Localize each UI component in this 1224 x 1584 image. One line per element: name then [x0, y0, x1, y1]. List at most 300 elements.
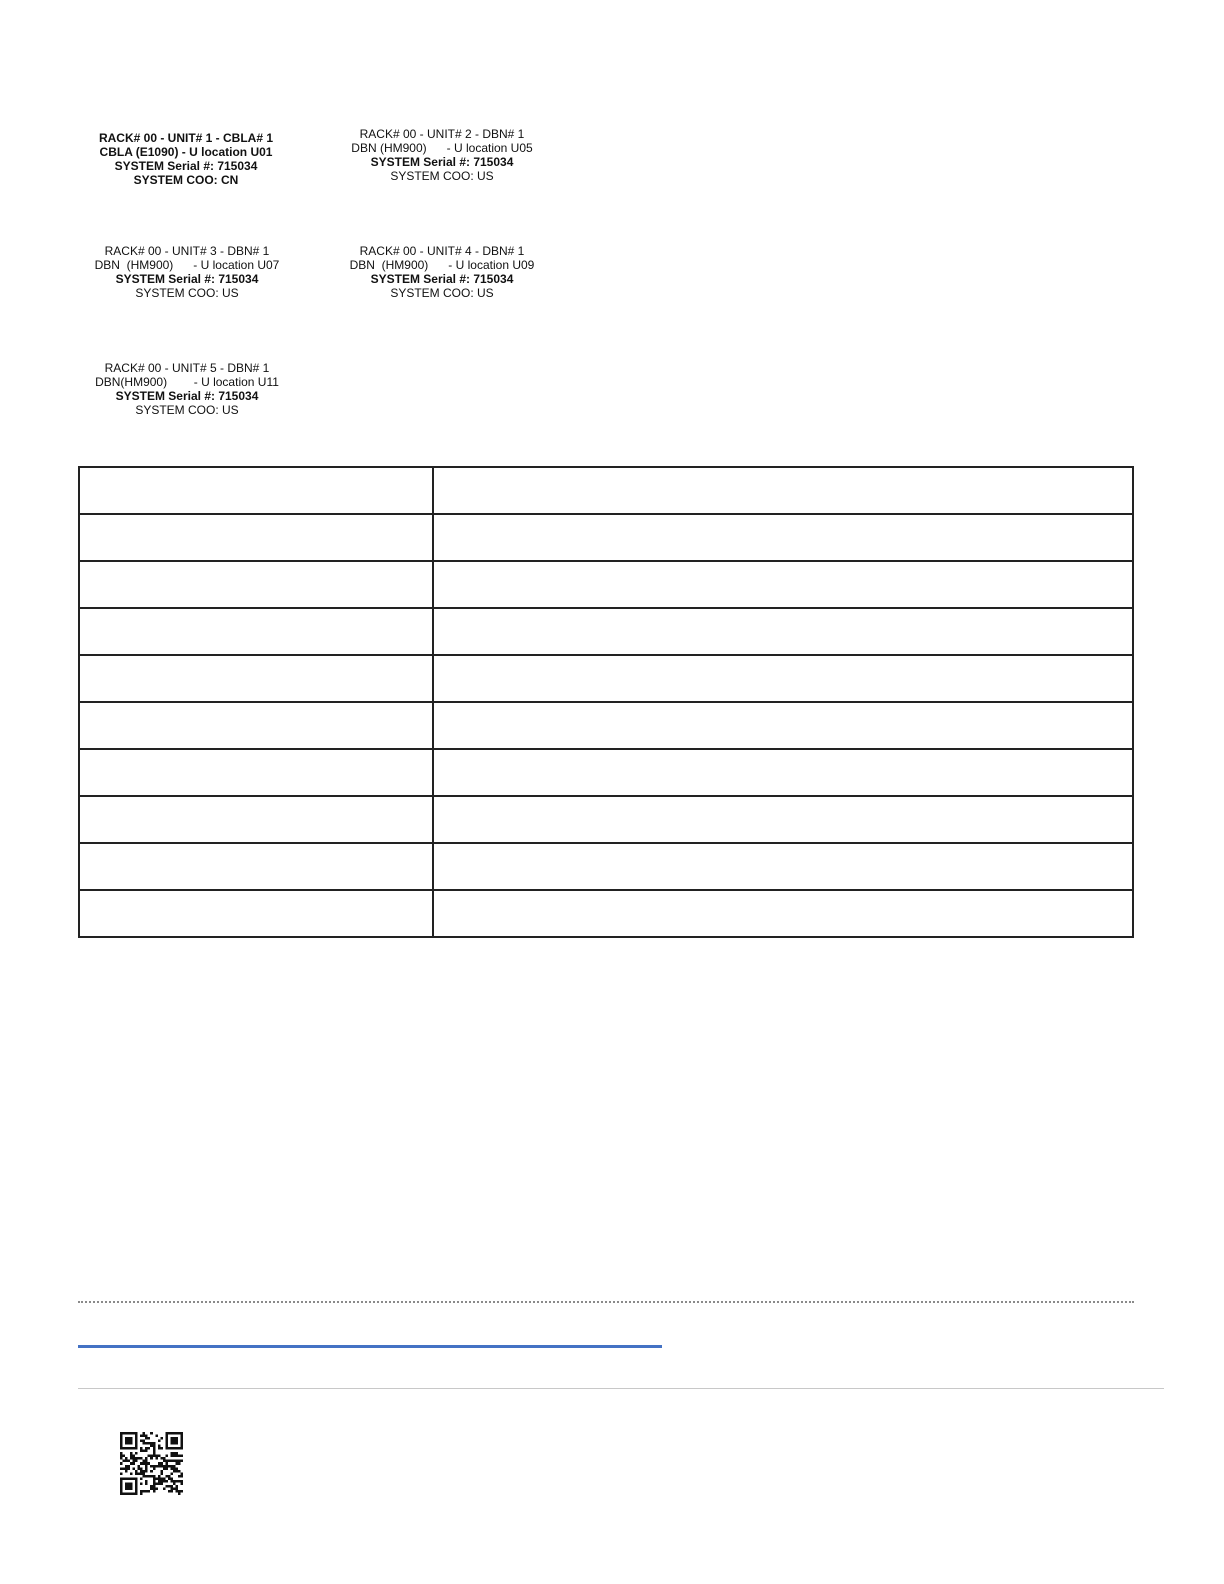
qr-module — [175, 1487, 178, 1490]
table-cell-value — [433, 702, 1133, 749]
qr-module — [165, 1455, 168, 1458]
footer-divider — [78, 1388, 1164, 1389]
qr-module — [170, 1447, 173, 1450]
qr-module — [158, 1480, 161, 1483]
qr-module — [163, 1487, 166, 1490]
qr-module — [170, 1432, 173, 1435]
qr-module — [145, 1462, 148, 1465]
qr-module — [150, 1475, 153, 1478]
qr-module — [140, 1472, 143, 1475]
qr-module — [140, 1492, 143, 1495]
qr-module — [173, 1432, 176, 1435]
table-row — [79, 467, 1133, 514]
qr-module — [130, 1437, 133, 1440]
table-cell-label — [79, 561, 433, 608]
table-cell-label — [79, 608, 433, 655]
qr-module — [153, 1447, 156, 1450]
qr-module — [128, 1447, 131, 1450]
qr-module — [155, 1477, 158, 1480]
rack-label-unit-5 — [62, 361, 312, 417]
label-line-4: SYSTEM COO: US — [135, 403, 239, 417]
qr-module — [178, 1462, 181, 1465]
label-line-2: DBN(HM900) - U location U11 — [95, 375, 279, 389]
qr-module — [133, 1447, 136, 1450]
qr-module — [128, 1477, 131, 1480]
qr-module — [125, 1457, 128, 1460]
qr-module — [140, 1450, 143, 1453]
table-cell-value — [433, 796, 1133, 843]
qr-module — [148, 1442, 151, 1445]
label-line-1: RACK# 00 - UNIT# 4 - DBN# 1 — [359, 244, 525, 258]
qr-module — [170, 1455, 173, 1458]
qr-module — [125, 1442, 128, 1445]
qr-module — [168, 1460, 171, 1463]
qr-module — [173, 1440, 176, 1443]
qr-module — [143, 1472, 146, 1475]
qr-module — [128, 1485, 131, 1488]
qr-module — [120, 1437, 123, 1440]
qr-module — [145, 1490, 148, 1493]
qr-module — [145, 1467, 148, 1470]
qr-module — [173, 1442, 176, 1445]
qr-module — [155, 1487, 158, 1490]
qr-module — [128, 1492, 131, 1495]
qr-module — [173, 1482, 176, 1485]
qr-module — [145, 1465, 148, 1468]
qr-module — [150, 1465, 153, 1468]
qr-module — [153, 1485, 156, 1488]
qr-module — [178, 1492, 181, 1495]
qr-module — [178, 1460, 181, 1463]
qr-module — [153, 1482, 156, 1485]
qr-module — [163, 1460, 166, 1463]
qr-module — [143, 1470, 146, 1473]
qr-module — [128, 1487, 131, 1490]
qr-module — [120, 1447, 123, 1450]
qr-module — [120, 1457, 123, 1460]
rack-label-unit-4 — [317, 244, 567, 300]
table-cell-label — [79, 702, 433, 749]
qr-module — [155, 1457, 158, 1460]
qr-module — [180, 1475, 183, 1478]
qr-module — [120, 1455, 123, 1458]
qr-module — [148, 1447, 151, 1450]
qr-module — [138, 1457, 141, 1460]
qr-module — [158, 1475, 161, 1478]
qr-module — [173, 1447, 176, 1450]
rack-label-unit-2 — [317, 127, 567, 183]
qr-module — [165, 1475, 168, 1478]
qr-module — [135, 1447, 138, 1450]
qr-module — [175, 1467, 178, 1470]
qr-module — [153, 1465, 156, 1468]
qr-module — [173, 1480, 176, 1483]
qr-module — [178, 1447, 181, 1450]
qr-module — [158, 1465, 161, 1468]
dotted-divider — [78, 1301, 1134, 1303]
qr-module — [135, 1432, 138, 1435]
qr-module — [178, 1455, 181, 1458]
qr-module — [158, 1445, 161, 1448]
qr-module — [120, 1477, 123, 1480]
qr-module — [135, 1470, 138, 1473]
qr-module — [140, 1447, 143, 1450]
qr-module — [135, 1445, 138, 1448]
table-cell-value — [433, 467, 1133, 514]
qr-module — [165, 1442, 168, 1445]
qr-module — [160, 1462, 163, 1465]
table-cell-label — [79, 655, 433, 702]
qr-module — [160, 1437, 163, 1440]
qr-module — [120, 1462, 123, 1465]
table-row — [79, 655, 1133, 702]
label-line-3: SYSTEM Serial #: 715034 — [115, 389, 259, 403]
qr-module — [120, 1445, 123, 1448]
table-cell-label — [79, 796, 433, 843]
qr-module — [170, 1460, 173, 1463]
qr-module — [145, 1457, 148, 1460]
qr-module — [165, 1447, 168, 1450]
qr-module — [148, 1490, 151, 1493]
qr-module — [120, 1467, 123, 1470]
table-cell-value — [433, 843, 1133, 890]
qr-module — [125, 1470, 128, 1473]
qr-module — [150, 1455, 153, 1458]
qr-module — [130, 1492, 133, 1495]
qr-module — [120, 1492, 123, 1495]
qr-module — [148, 1455, 151, 1458]
qr-module — [165, 1480, 168, 1483]
qr-module — [130, 1487, 133, 1490]
qr-module — [145, 1442, 148, 1445]
qr-module — [120, 1452, 123, 1455]
qr-module — [123, 1455, 126, 1458]
qr-module — [133, 1467, 136, 1470]
qr-module — [145, 1460, 148, 1463]
qr-module — [160, 1480, 163, 1483]
qr-module — [135, 1472, 138, 1475]
qr-module — [135, 1480, 138, 1483]
label-line-1: RACK# 00 - UNIT# 5 - DBN# 1 — [104, 361, 270, 375]
qr-module — [130, 1447, 133, 1450]
qr-module — [173, 1470, 176, 1473]
qr-module — [153, 1480, 156, 1483]
label-line-3: SYSTEM Serial #: 715034 — [370, 155, 514, 169]
table-row — [79, 608, 1133, 655]
qr-module — [133, 1477, 136, 1480]
qr-module — [130, 1472, 133, 1475]
qr-module — [173, 1455, 176, 1458]
qr-module — [150, 1470, 153, 1473]
label-line-2: DBN (HM900) - U location U07 — [94, 258, 280, 272]
qr-module — [158, 1440, 161, 1443]
qr-module — [180, 1482, 183, 1485]
table-cell-label — [79, 514, 433, 561]
qr-module — [160, 1472, 163, 1475]
qr-module — [175, 1455, 178, 1458]
qr-module — [128, 1432, 131, 1435]
qr-module — [163, 1457, 166, 1460]
qr-module — [150, 1432, 153, 1435]
qr-module — [120, 1482, 123, 1485]
qr-module — [130, 1482, 133, 1485]
qr-module — [120, 1490, 123, 1493]
qr-module — [153, 1455, 156, 1458]
label-line-4: SYSTEM COO: US — [390, 286, 494, 300]
table-cell-value — [433, 561, 1133, 608]
qr-module — [155, 1465, 158, 1468]
qr-module — [165, 1467, 168, 1470]
qr-module — [140, 1462, 143, 1465]
qr-module — [125, 1437, 128, 1440]
qr-module — [150, 1442, 153, 1445]
qr-module — [170, 1490, 173, 1493]
qr-module — [123, 1467, 126, 1470]
label-line-4: SYSTEM COO: CN — [133, 173, 239, 187]
qr-module — [140, 1440, 143, 1443]
qr-module — [133, 1457, 136, 1460]
qr-module — [178, 1470, 181, 1473]
qr-module — [130, 1452, 133, 1455]
qr-module — [158, 1447, 161, 1450]
qr-module — [128, 1440, 131, 1443]
blank-form-table-body — [79, 467, 1133, 937]
table-cell-value — [433, 655, 1133, 702]
qr-module — [138, 1465, 141, 1468]
qr-module — [165, 1440, 168, 1443]
qr-module — [128, 1460, 131, 1463]
qr-module — [160, 1470, 163, 1473]
qr-module — [145, 1482, 148, 1485]
qr-module — [125, 1432, 128, 1435]
qr-module — [123, 1477, 126, 1480]
qr-module — [133, 1432, 136, 1435]
qr-module — [170, 1477, 173, 1480]
qr-module — [153, 1467, 156, 1470]
qr-module — [170, 1467, 173, 1470]
qr-module — [140, 1467, 143, 1470]
qr-module — [130, 1442, 133, 1445]
qr-module — [135, 1487, 138, 1490]
qr-module — [140, 1470, 143, 1473]
qr-module — [163, 1477, 166, 1480]
qr-module — [128, 1482, 131, 1485]
label-line-3: SYSTEM Serial #: 715034 — [114, 159, 258, 173]
table-row — [79, 561, 1133, 608]
qr-module — [125, 1477, 128, 1480]
qr-module — [158, 1455, 161, 1458]
qr-module — [168, 1432, 171, 1435]
qr-module — [135, 1485, 138, 1488]
qr-module — [175, 1442, 178, 1445]
qr-module — [160, 1482, 163, 1485]
qr-module — [120, 1487, 123, 1490]
qr-module — [180, 1437, 183, 1440]
qr-module — [168, 1485, 171, 1488]
qr-module — [175, 1480, 178, 1483]
qr-module — [120, 1435, 123, 1438]
label-line-1: RACK# 00 - UNIT# 2 - DBN# 1 — [359, 127, 525, 141]
qr-module — [120, 1472, 123, 1475]
table-cell-value — [433, 514, 1133, 561]
rack-label-unit-1 — [61, 131, 311, 187]
qr-module — [135, 1477, 138, 1480]
qr-module — [153, 1487, 156, 1490]
qr-module — [135, 1440, 138, 1443]
qr-module — [123, 1447, 126, 1450]
qr-module — [120, 1485, 123, 1488]
qr-module — [165, 1445, 168, 1448]
qr-module — [140, 1435, 143, 1438]
qr-module — [135, 1490, 138, 1493]
qr-module — [168, 1477, 171, 1480]
qr-module — [135, 1452, 138, 1455]
qr-module — [125, 1487, 128, 1490]
qr-module — [173, 1460, 176, 1463]
qr-module — [128, 1465, 131, 1468]
qr-module — [128, 1467, 131, 1470]
qr-module — [150, 1485, 153, 1488]
qr-module — [125, 1447, 128, 1450]
qr-module — [135, 1437, 138, 1440]
qr-module — [138, 1472, 141, 1475]
qr-module — [170, 1437, 173, 1440]
label-line-2: DBN (HM900) - U location U05 — [351, 141, 533, 155]
qr-module — [125, 1482, 128, 1485]
table-cell-value — [433, 749, 1133, 796]
qr-module — [143, 1475, 146, 1478]
qr-module — [163, 1467, 166, 1470]
qr-module — [170, 1485, 173, 1488]
qr-module — [143, 1450, 146, 1453]
qr-module — [143, 1490, 146, 1493]
qr-module — [143, 1440, 146, 1443]
qr-module — [175, 1490, 178, 1493]
qr-module — [175, 1432, 178, 1435]
qr-module — [128, 1437, 131, 1440]
qr-module — [145, 1475, 148, 1478]
qr-module — [153, 1477, 156, 1480]
qr-module — [140, 1477, 143, 1480]
qr-module — [145, 1470, 148, 1473]
qr-module — [170, 1480, 173, 1483]
qr-module — [180, 1435, 183, 1438]
qr-module — [140, 1490, 143, 1493]
label-line-3: SYSTEM Serial #: 715034 — [115, 272, 259, 286]
qr-module — [155, 1482, 158, 1485]
qr-module — [168, 1490, 171, 1493]
qr-module — [180, 1442, 183, 1445]
qr-module — [140, 1457, 143, 1460]
qr-module — [130, 1485, 133, 1488]
table-cell-label — [79, 843, 433, 890]
qr-module — [180, 1472, 183, 1475]
label-line-1: RACK# 00 - UNIT# 1 - CBLA# 1 — [98, 131, 274, 145]
qr-module — [173, 1487, 176, 1490]
qr-module — [130, 1477, 133, 1480]
qr-module — [170, 1472, 173, 1475]
qr-module — [170, 1465, 173, 1468]
table-cell-label — [79, 467, 433, 514]
qr-module — [130, 1432, 133, 1435]
qr-module — [168, 1447, 171, 1450]
qr-module — [123, 1460, 126, 1463]
qr-module — [153, 1452, 156, 1455]
table-cell-value — [433, 608, 1133, 655]
qr-module — [143, 1460, 146, 1463]
qr-module — [170, 1442, 173, 1445]
qr-module — [125, 1467, 128, 1470]
label-line-2: CBLA (E1090) - U location U01 — [99, 145, 273, 159]
qr-module — [160, 1447, 163, 1450]
qr-module — [148, 1437, 151, 1440]
qr-module — [148, 1462, 151, 1465]
qr-module — [178, 1475, 181, 1478]
table-row — [79, 514, 1133, 561]
qr-module — [143, 1432, 146, 1435]
qr-module — [125, 1485, 128, 1488]
qr-module — [165, 1465, 168, 1468]
qr-module — [143, 1462, 146, 1465]
qr-module — [148, 1475, 151, 1478]
label-line-2: DBN (HM900) - U location U09 — [349, 258, 535, 272]
qr-code-icon — [120, 1432, 183, 1495]
qr-module — [150, 1445, 153, 1448]
qr-module — [133, 1492, 136, 1495]
qr-module — [180, 1480, 183, 1483]
qr-module — [133, 1455, 136, 1458]
qr-module — [180, 1460, 183, 1463]
qr-module — [158, 1482, 161, 1485]
qr-module — [180, 1447, 183, 1450]
qr-module — [120, 1442, 123, 1445]
qr-module — [158, 1462, 161, 1465]
qr-module — [135, 1457, 138, 1460]
qr-module — [175, 1485, 178, 1488]
qr-module — [145, 1450, 148, 1453]
table-row — [79, 749, 1133, 796]
qr-module — [130, 1462, 133, 1465]
table-row — [79, 843, 1133, 890]
qr-module — [175, 1440, 178, 1443]
qr-module — [123, 1492, 126, 1495]
qr-module — [160, 1477, 163, 1480]
accent-divider — [78, 1345, 662, 1348]
qr-module — [143, 1442, 146, 1445]
label-line-4: SYSTEM COO: US — [135, 286, 239, 300]
qr-module — [135, 1442, 138, 1445]
qr-module — [120, 1480, 123, 1483]
qr-module — [135, 1460, 138, 1463]
label-line-3: SYSTEM Serial #: 715034 — [370, 272, 514, 286]
qr-module — [145, 1447, 148, 1450]
qr-module — [120, 1440, 123, 1443]
qr-module — [150, 1487, 153, 1490]
table-cell-label — [79, 749, 433, 796]
qr-module — [130, 1457, 133, 1460]
qr-module — [165, 1435, 168, 1438]
qr-module — [175, 1460, 178, 1463]
qr-module — [163, 1480, 166, 1483]
rack-label-unit-3 — [62, 244, 312, 300]
qr-module — [175, 1447, 178, 1450]
qr-module — [145, 1435, 148, 1438]
table-row — [79, 796, 1133, 843]
qr-module — [165, 1437, 168, 1440]
qr-module — [158, 1477, 161, 1480]
qr-module — [125, 1460, 128, 1463]
qr-module — [125, 1440, 128, 1443]
